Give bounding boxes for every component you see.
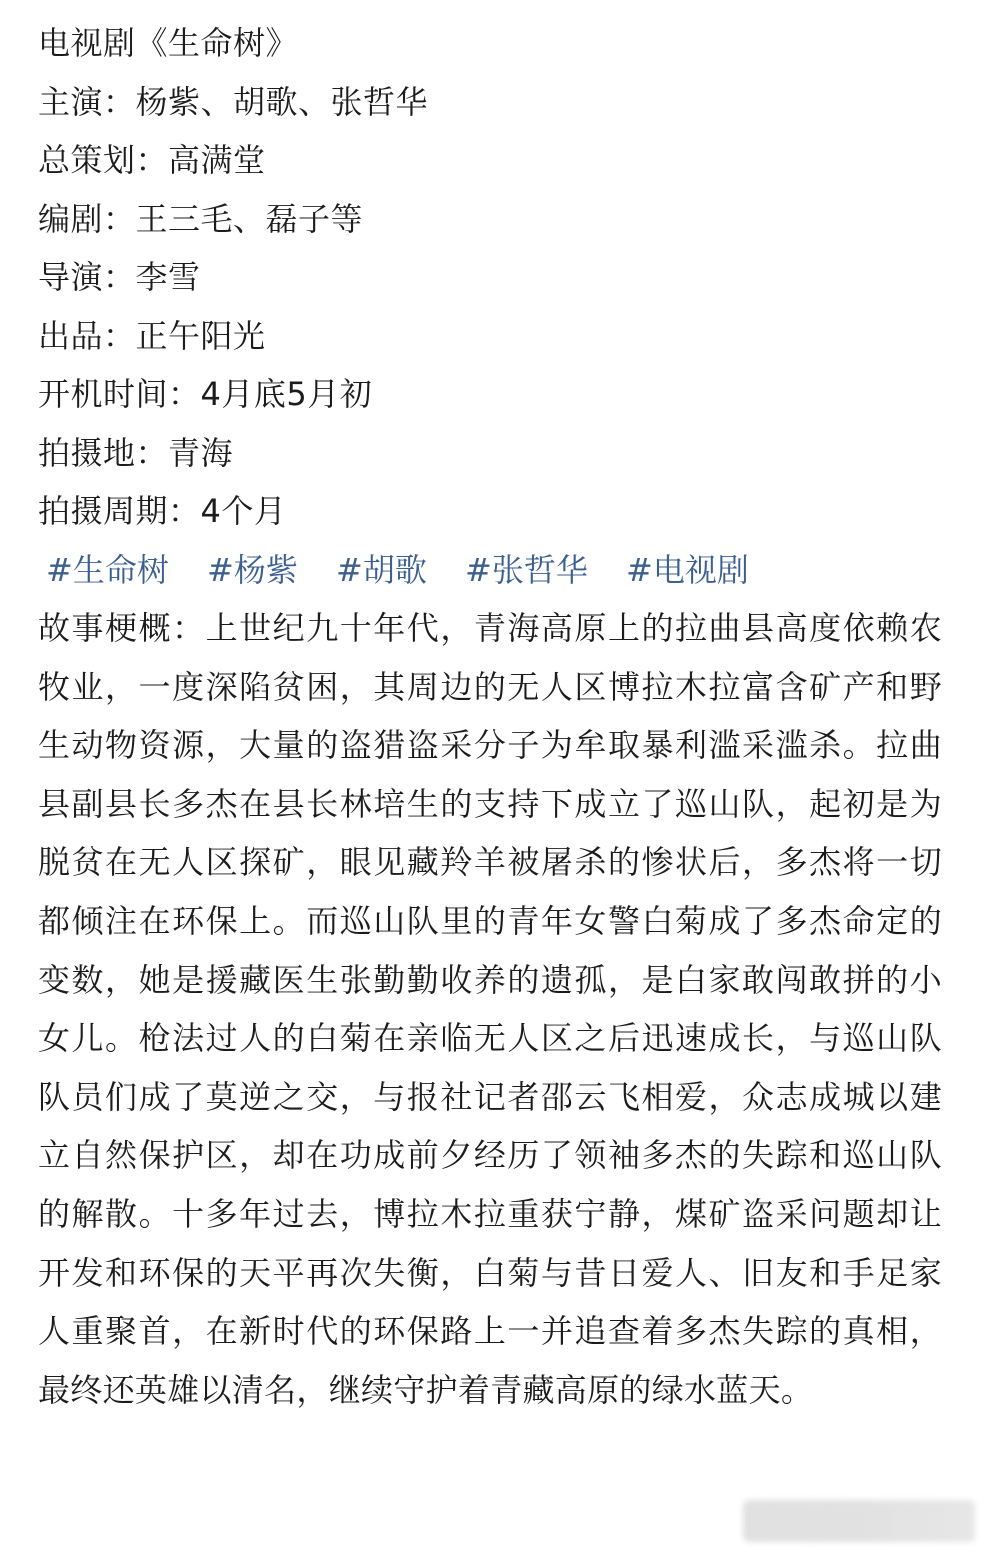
cast-line: 主演：杨紫、胡歌、张哲华 bbox=[38, 82, 429, 121]
studio-line: 出品：正午阳光 bbox=[38, 316, 266, 355]
start-time-line: 开机时间：4月底5月初 bbox=[38, 375, 373, 413]
screenwriter-line: 编剧：王三毛、磊子等 bbox=[38, 199, 364, 238]
shooting-period-line: 拍摄周期：4个月 bbox=[38, 492, 287, 530]
hashtag-link[interactable]: #胡歌 bbox=[336, 550, 427, 589]
producer-line: 总策划：高满堂 bbox=[38, 141, 266, 179]
hashtag-link[interactable]: #杨紫 bbox=[207, 550, 298, 589]
drama-title-line: 电视剧《生命树》 bbox=[38, 24, 299, 62]
post-content bbox=[38, 14, 953, 1419]
hashtag-link[interactable]: #张哲华 bbox=[465, 550, 588, 589]
hashtag-link[interactable]: #电视剧 bbox=[626, 550, 749, 589]
story-synopsis: 故事梗概：上世纪九十年代，青海高原上的拉曲县高度依赖农牧业，一度深陷贫困，其周边的无人区博拉木拉富含矿产和野生动物资源，大量的盗猎盗采分子为牟取暴利滥采滥杀。拉曲县副县长多杰在县长林培生的支持下成立了巡山队，起初是为脱贫在无人区探矿，眼见藏羚羊被屠杀的惨状后，多杰将一切都倾注在环保上。而巡山队里的青年女警白菊成了多杰命定的变数，她是援藏医生张勤勤收养的遗孤，是白家敢闯敢拼的小女儿。枪法过人的白菊在亲临无人区之后迅速成长，与巡山队队员们成了莫逆之交，与报社记者邵云飞相爱，众志成城以建立自然保护区，却在功成前夕经历了领袖多杰的失踪和巡山队的解散。十多年过去，博拉木拉重获宁静，煤矿盗采问题却让开发和环保的天平再次失衡，白菊与昔日爱人、旧友和手足家人重聚首，在新时代的环保路上一并追查着多杰失踪的真相，最终还英雄以清名，继续守护着青藏高原的绿水蓝天。 bbox=[38, 609, 942, 1409]
hashtag-row bbox=[38, 541, 953, 600]
blurred-watermark bbox=[743, 1500, 975, 1542]
director-line: 导演：李雪 bbox=[38, 258, 201, 296]
hashtag-link[interactable]: #生命树 bbox=[46, 550, 169, 589]
location-line: 拍摄地：青海 bbox=[38, 433, 234, 472]
